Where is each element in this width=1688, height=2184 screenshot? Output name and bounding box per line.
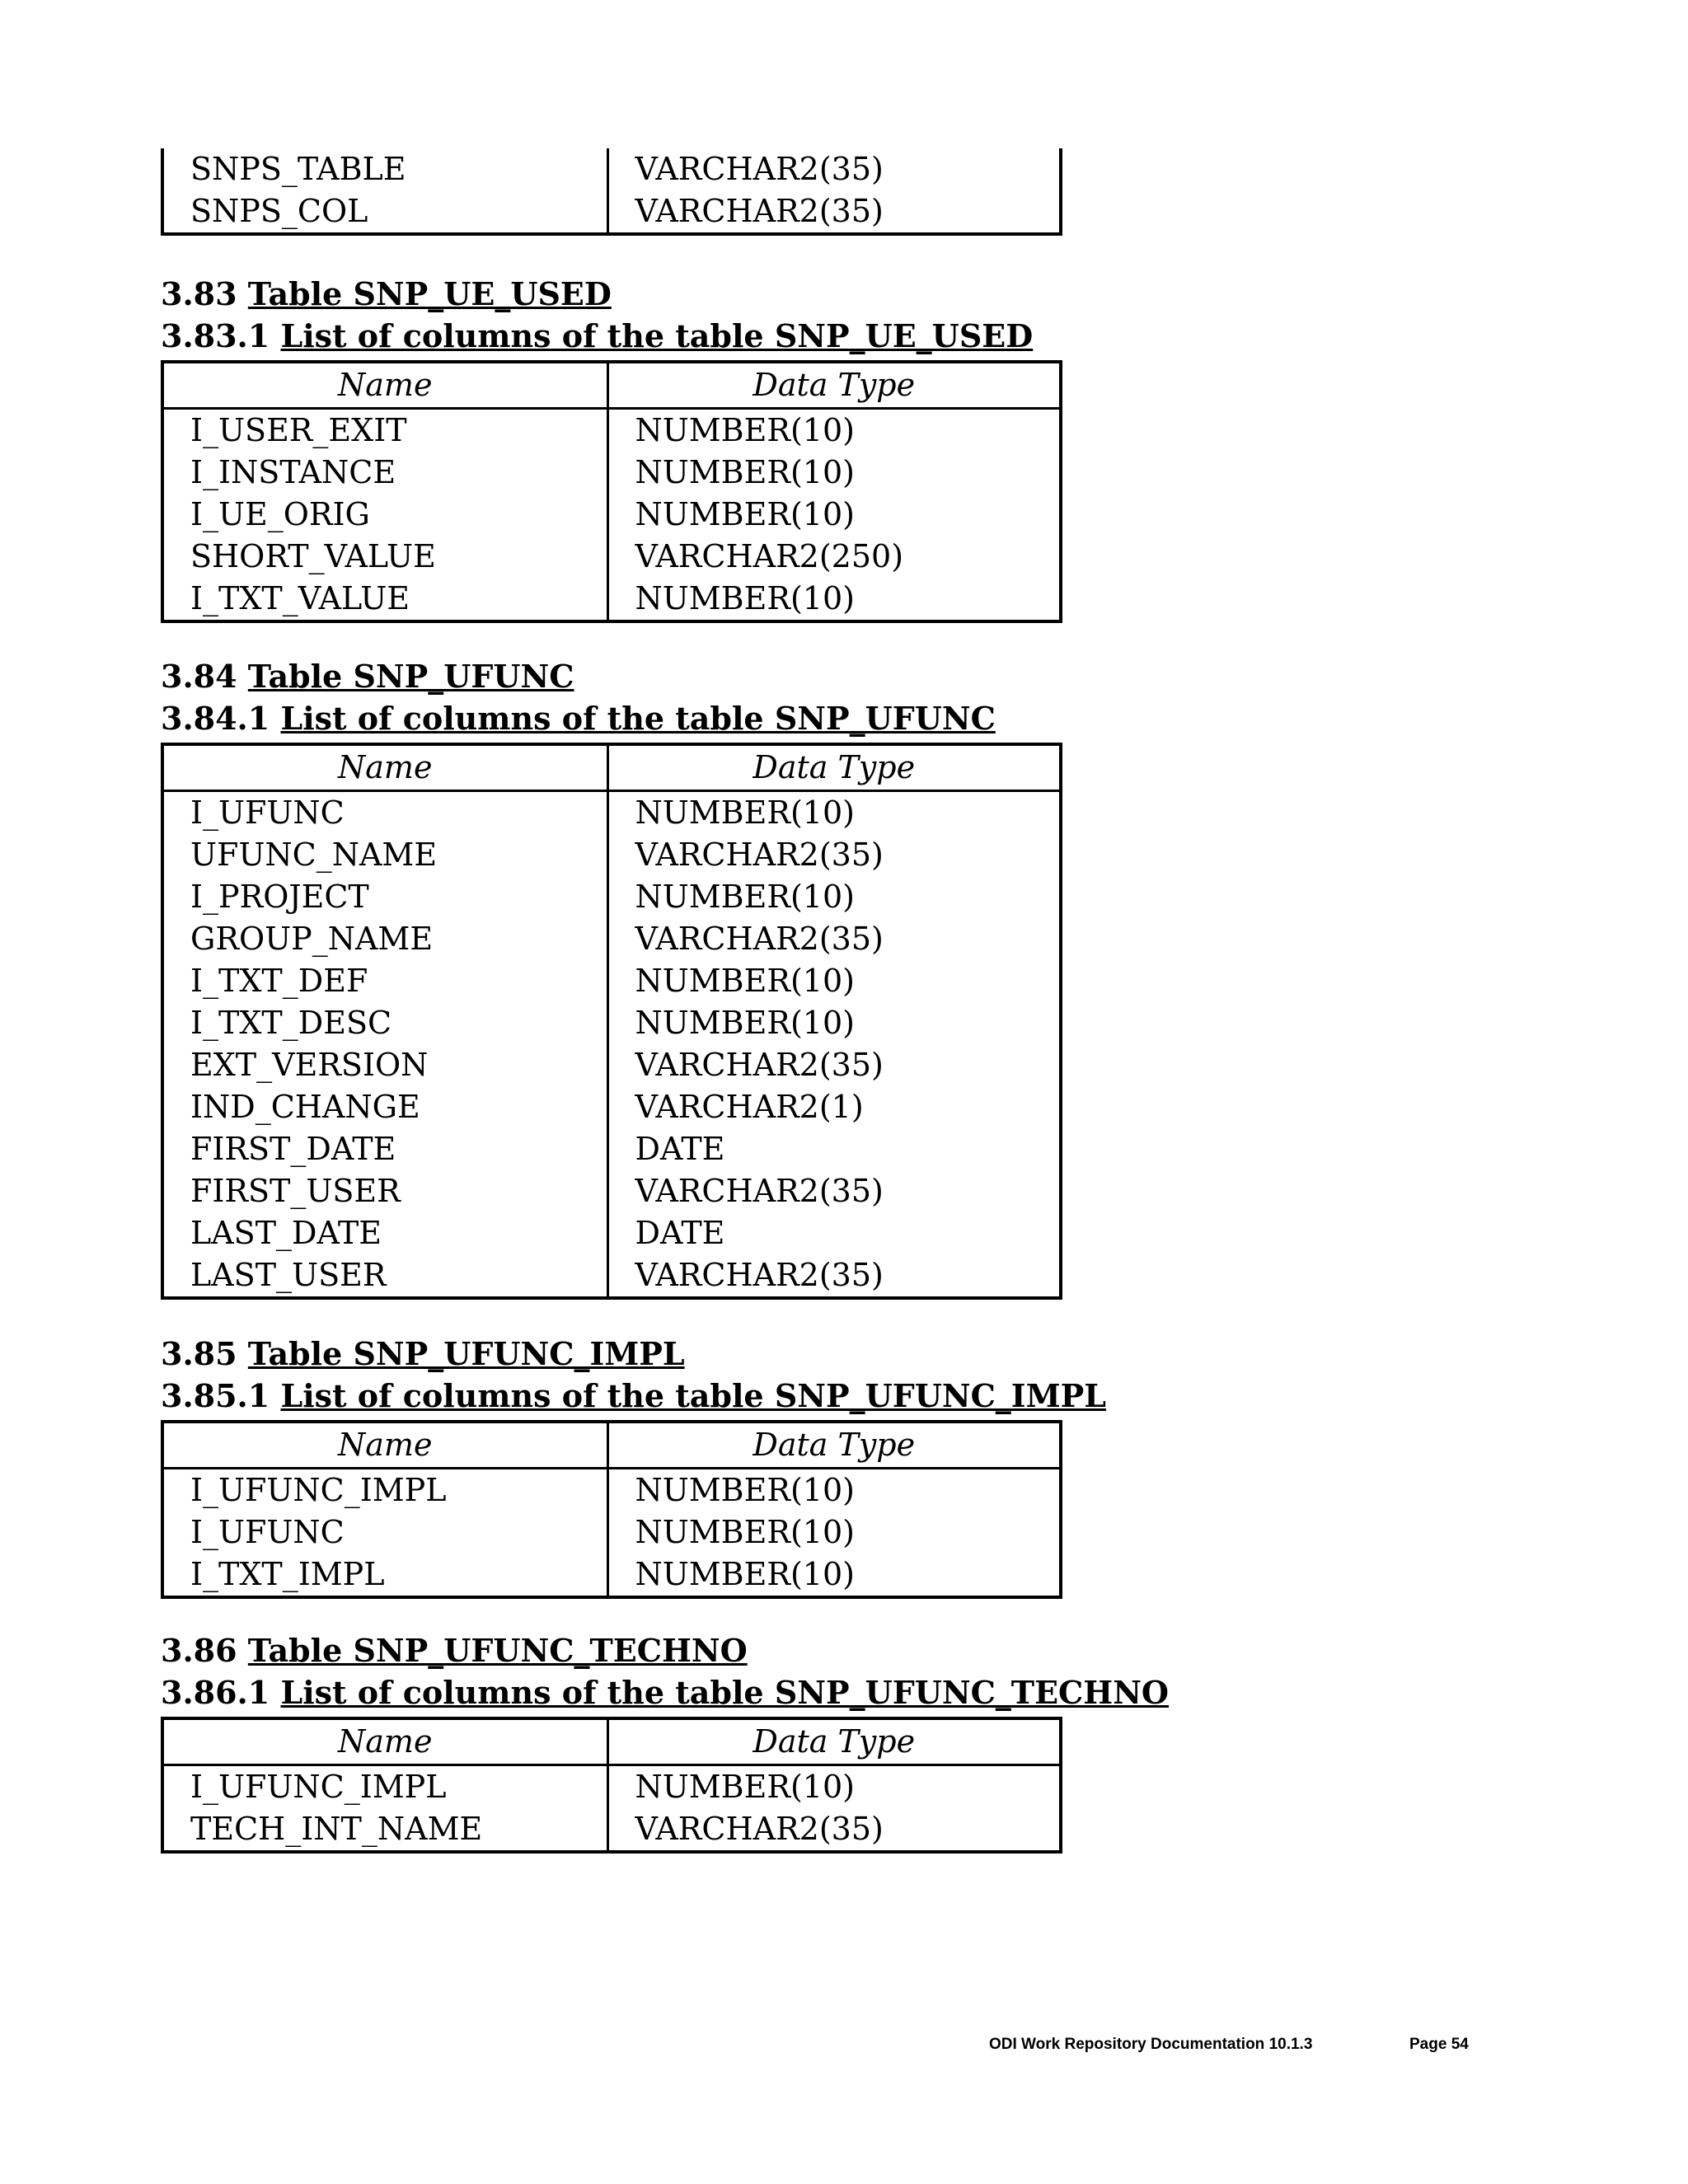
data-type-cell: VARCHAR2(250) (635, 538, 904, 574)
column-name-cell: I_TXT_DEF (162, 960, 607, 1002)
header-name: Name (162, 1422, 607, 1469)
subsection-title: List of columns of the table SNP_UFUNC_IMPL (280, 1377, 1106, 1414)
data-type-cell: VARCHAR2(35) (635, 1811, 884, 1847)
subsection-title: List of columns of the table SNP_UFUNC_TECHNO (280, 1674, 1170, 1711)
table-row (162, 1044, 1061, 1086)
subsection-number: 3.83.1 (161, 317, 270, 354)
column-name-cell: TECH_INT_NAME (162, 1808, 607, 1852)
subsection-heading (161, 700, 996, 738)
column-name-cell: FIRST_DATE (162, 1128, 607, 1170)
column-name-cell: LAST_USER (162, 1254, 607, 1298)
table-row (162, 918, 1061, 960)
table-row (162, 1511, 1061, 1554)
data-type-cell: NUMBER(10) (635, 1556, 855, 1592)
data-type-cell: VARCHAR2(35) (635, 921, 884, 957)
table-row (162, 1086, 1061, 1128)
data-type-cell: VARCHAR2(1) (635, 1089, 864, 1125)
column-name-cell: I_INSTANCE (162, 452, 607, 494)
section-title: Table SNP_UFUNC_TECHNO (247, 1632, 748, 1669)
column-name-cell: SNPS_COL (162, 190, 607, 234)
continuation-table-block (161, 148, 1062, 236)
data-type-cell: NUMBER(10) (635, 454, 855, 490)
table-header-row (162, 362, 1061, 409)
subsection-number: 3.84.1 (161, 700, 270, 737)
data-type-cell: NUMBER(10) (635, 794, 855, 831)
subsection-title: List of columns of the table SNP_UFUNC (280, 700, 996, 737)
footer-page-number: Page 54 (1409, 2036, 1469, 2053)
table-row (162, 791, 1061, 835)
table-header-row (162, 1422, 1061, 1469)
subsection-number: 3.85.1 (161, 1377, 270, 1414)
column-name-cell: I_UFUNC_IMPL (162, 1765, 607, 1809)
table-row (162, 452, 1061, 494)
columns-table (161, 360, 1062, 623)
columns-table (161, 1717, 1062, 1854)
column-name-cell: I_USER_EXIT (162, 409, 607, 452)
footer-doc-title: ODI Work Repository Documentation 10.1.3 (989, 2036, 1313, 2053)
column-name-cell: I_UFUNC (162, 791, 607, 835)
subsection-heading (161, 1377, 1106, 1415)
columns-table-block (161, 743, 1062, 1300)
header-data-type: Data Type (607, 362, 1061, 409)
table-row (162, 409, 1061, 452)
data-type-cell: VARCHAR2(35) (635, 1173, 884, 1209)
data-type-cell: NUMBER(10) (635, 496, 855, 532)
data-type-cell: NUMBER(10) (635, 1514, 855, 1550)
data-type-cell: NUMBER(10) (635, 963, 855, 999)
section-number: 3.84 (161, 658, 237, 695)
table-row (162, 1469, 1061, 1512)
columns-table-block (161, 1717, 1062, 1854)
data-type-cell: VARCHAR2(35) (635, 151, 884, 187)
header-data-type: Data Type (607, 744, 1061, 791)
columns-table (161, 743, 1062, 1300)
data-type-cell: VARCHAR2(35) (635, 1047, 884, 1083)
columns-table-block (161, 1420, 1062, 1599)
table-row (162, 1554, 1061, 1597)
table-row (162, 1128, 1061, 1170)
data-type-cell: VARCHAR2(35) (635, 837, 884, 873)
table-row (162, 578, 1061, 621)
column-name-cell: I_UFUNC_IMPL (162, 1469, 607, 1512)
column-name-cell: SHORT_VALUE (162, 536, 607, 578)
column-name-cell: EXT_VERSION (162, 1044, 607, 1086)
data-type-cell: DATE (635, 1215, 725, 1251)
section-number: 3.86 (161, 1632, 237, 1669)
column-name-cell: SNPS_TABLE (162, 148, 607, 190)
section-heading (161, 1335, 685, 1373)
table-row (162, 1808, 1061, 1852)
table-row (162, 1254, 1061, 1298)
section-title: Table SNP_UFUNC_IMPL (247, 1335, 685, 1372)
column-name-cell: I_PROJECT (162, 876, 607, 918)
data-type-cell: VARCHAR2(35) (635, 1257, 884, 1293)
data-type-cell: NUMBER(10) (635, 580, 855, 616)
column-name-cell: I_TXT_IMPL (162, 1554, 607, 1597)
columns-table-block (161, 360, 1062, 623)
table-row (162, 876, 1061, 918)
column-name-cell: I_TXT_DESC (162, 1002, 607, 1044)
header-data-type: Data Type (607, 1422, 1061, 1469)
section-number: 3.85 (161, 1335, 237, 1372)
table-row (162, 1170, 1061, 1212)
data-type-cell: NUMBER(10) (635, 879, 855, 915)
page-footer (989, 2036, 1469, 2054)
subsection-heading (161, 1674, 1169, 1712)
section-heading (161, 275, 612, 313)
data-type-cell: NUMBER(10) (635, 1769, 855, 1805)
section-heading (161, 658, 574, 696)
column-name-cell: GROUP_NAME (162, 918, 607, 960)
section-title: Table SNP_UE_USED (247, 275, 612, 312)
subsection-heading (161, 317, 1033, 355)
section-number: 3.83 (161, 275, 237, 312)
table-row (162, 1765, 1061, 1809)
header-name: Name (162, 744, 607, 791)
table-header-row (162, 1718, 1061, 1765)
data-type-cell: NUMBER(10) (635, 412, 855, 448)
column-name-cell: I_UFUNC (162, 1511, 607, 1554)
table-row (162, 960, 1061, 1002)
table-row (162, 148, 1061, 190)
subsection-number: 3.86.1 (161, 1674, 270, 1711)
table-row (162, 190, 1061, 234)
table-row (162, 1212, 1061, 1254)
column-name-cell: LAST_DATE (162, 1212, 607, 1254)
data-type-cell: VARCHAR2(35) (635, 193, 884, 229)
column-name-cell: IND_CHANGE (162, 1086, 607, 1128)
section-heading (161, 1632, 748, 1670)
data-type-cell: NUMBER(10) (635, 1005, 855, 1041)
table-row (162, 834, 1061, 876)
data-type-cell: NUMBER(10) (635, 1472, 855, 1508)
header-data-type: Data Type (607, 1718, 1061, 1765)
column-name-cell: I_UE_ORIG (162, 494, 607, 536)
header-name: Name (162, 362, 607, 409)
columns-table (161, 1420, 1062, 1599)
column-name-cell: FIRST_USER (162, 1170, 607, 1212)
column-name-cell: I_TXT_VALUE (162, 578, 607, 621)
table-row (162, 494, 1061, 536)
subsection-title: List of columns of the table SNP_UE_USED (280, 317, 1034, 354)
continuation-table (161, 148, 1062, 236)
table-row (162, 1002, 1061, 1044)
table-header-row (162, 744, 1061, 791)
column-name-cell: UFUNC_NAME (162, 834, 607, 876)
header-name: Name (162, 1718, 607, 1765)
section-title: Table SNP_UFUNC (247, 658, 574, 695)
table-row (162, 536, 1061, 578)
data-type-cell: DATE (635, 1131, 725, 1167)
